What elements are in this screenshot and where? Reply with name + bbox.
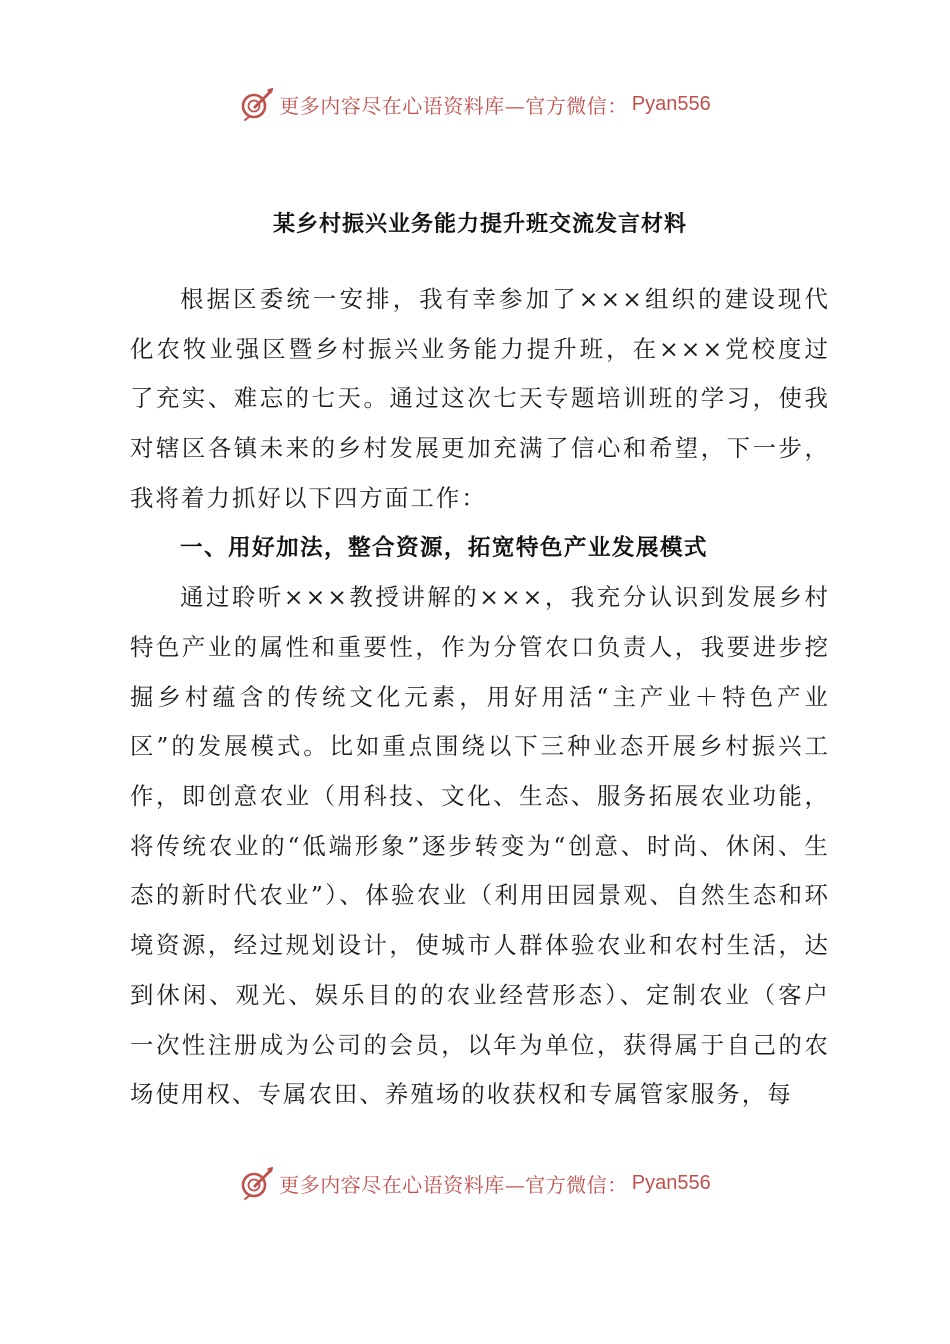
- section-1-paragraph: 通过聆听×××教授讲解的×××，我充分认识到发展乡村特色产业的属性和重要性，作为分管农口负责人，我要进步挖掘乡村蕴含的传统文化元素，用好用活“主产业＋特色产业区”的发展模式。比如重点围绕以下三种业态开展乡村振兴工作，即创意农业（用科技、文化、生态、服务拓展农业功能，将传统农业的“低端形象”逐步转变为“创意、时尚、休闲、生态的新时代农业”）、体验农业（利用田园景观、自然生态和环境资源，经过规划设计，使城市人群体验农业和农村生活，达到休闲、观光、娱乐目的的农业经营形态）、定制农业（客户一次性注册成为公司的会员，以年为单位，获得属于自己的农场使用权、专属农田、养殖场的收获权和专属管家服务，每: [130, 583, 830, 1109]
- watermark-brand-text: 更多内容尽在心语资料库—官方微信：: [279, 93, 628, 118]
- watermark-banner-top: [0, 84, 950, 124]
- document-body: [130, 275, 830, 1120]
- watermark-account: Pyan556: [631, 92, 711, 115]
- watermark-brand-text: 更多内容尽在心语资料库—官方微信：: [279, 1172, 628, 1197]
- watermark-account: Pyan556: [631, 1171, 711, 1194]
- intro-paragraph: 根据区委统一安排，我有幸参加了×××组织的建设现代化农牧业强区暨乡村振兴业务能力提升班，在×××党校度过了充实、难忘的七天。通过这次七天专题培训班的学习，使我对辖区各镇未来的乡村发展更加充满了信心和希望，下一步，我将着力抓好以下四方面工作：: [130, 285, 830, 512]
- quill-pen-logo-icon: [239, 1165, 275, 1201]
- section-heading-1: 一、用好加法，整合资源，拓宽特色产业发展模式: [180, 534, 708, 561]
- quill-pen-logo-icon: [239, 86, 275, 122]
- watermark-banner-bottom: [0, 1163, 950, 1203]
- document-title: 某乡村振兴业务能力提升班交流发言材料: [272, 212, 687, 237]
